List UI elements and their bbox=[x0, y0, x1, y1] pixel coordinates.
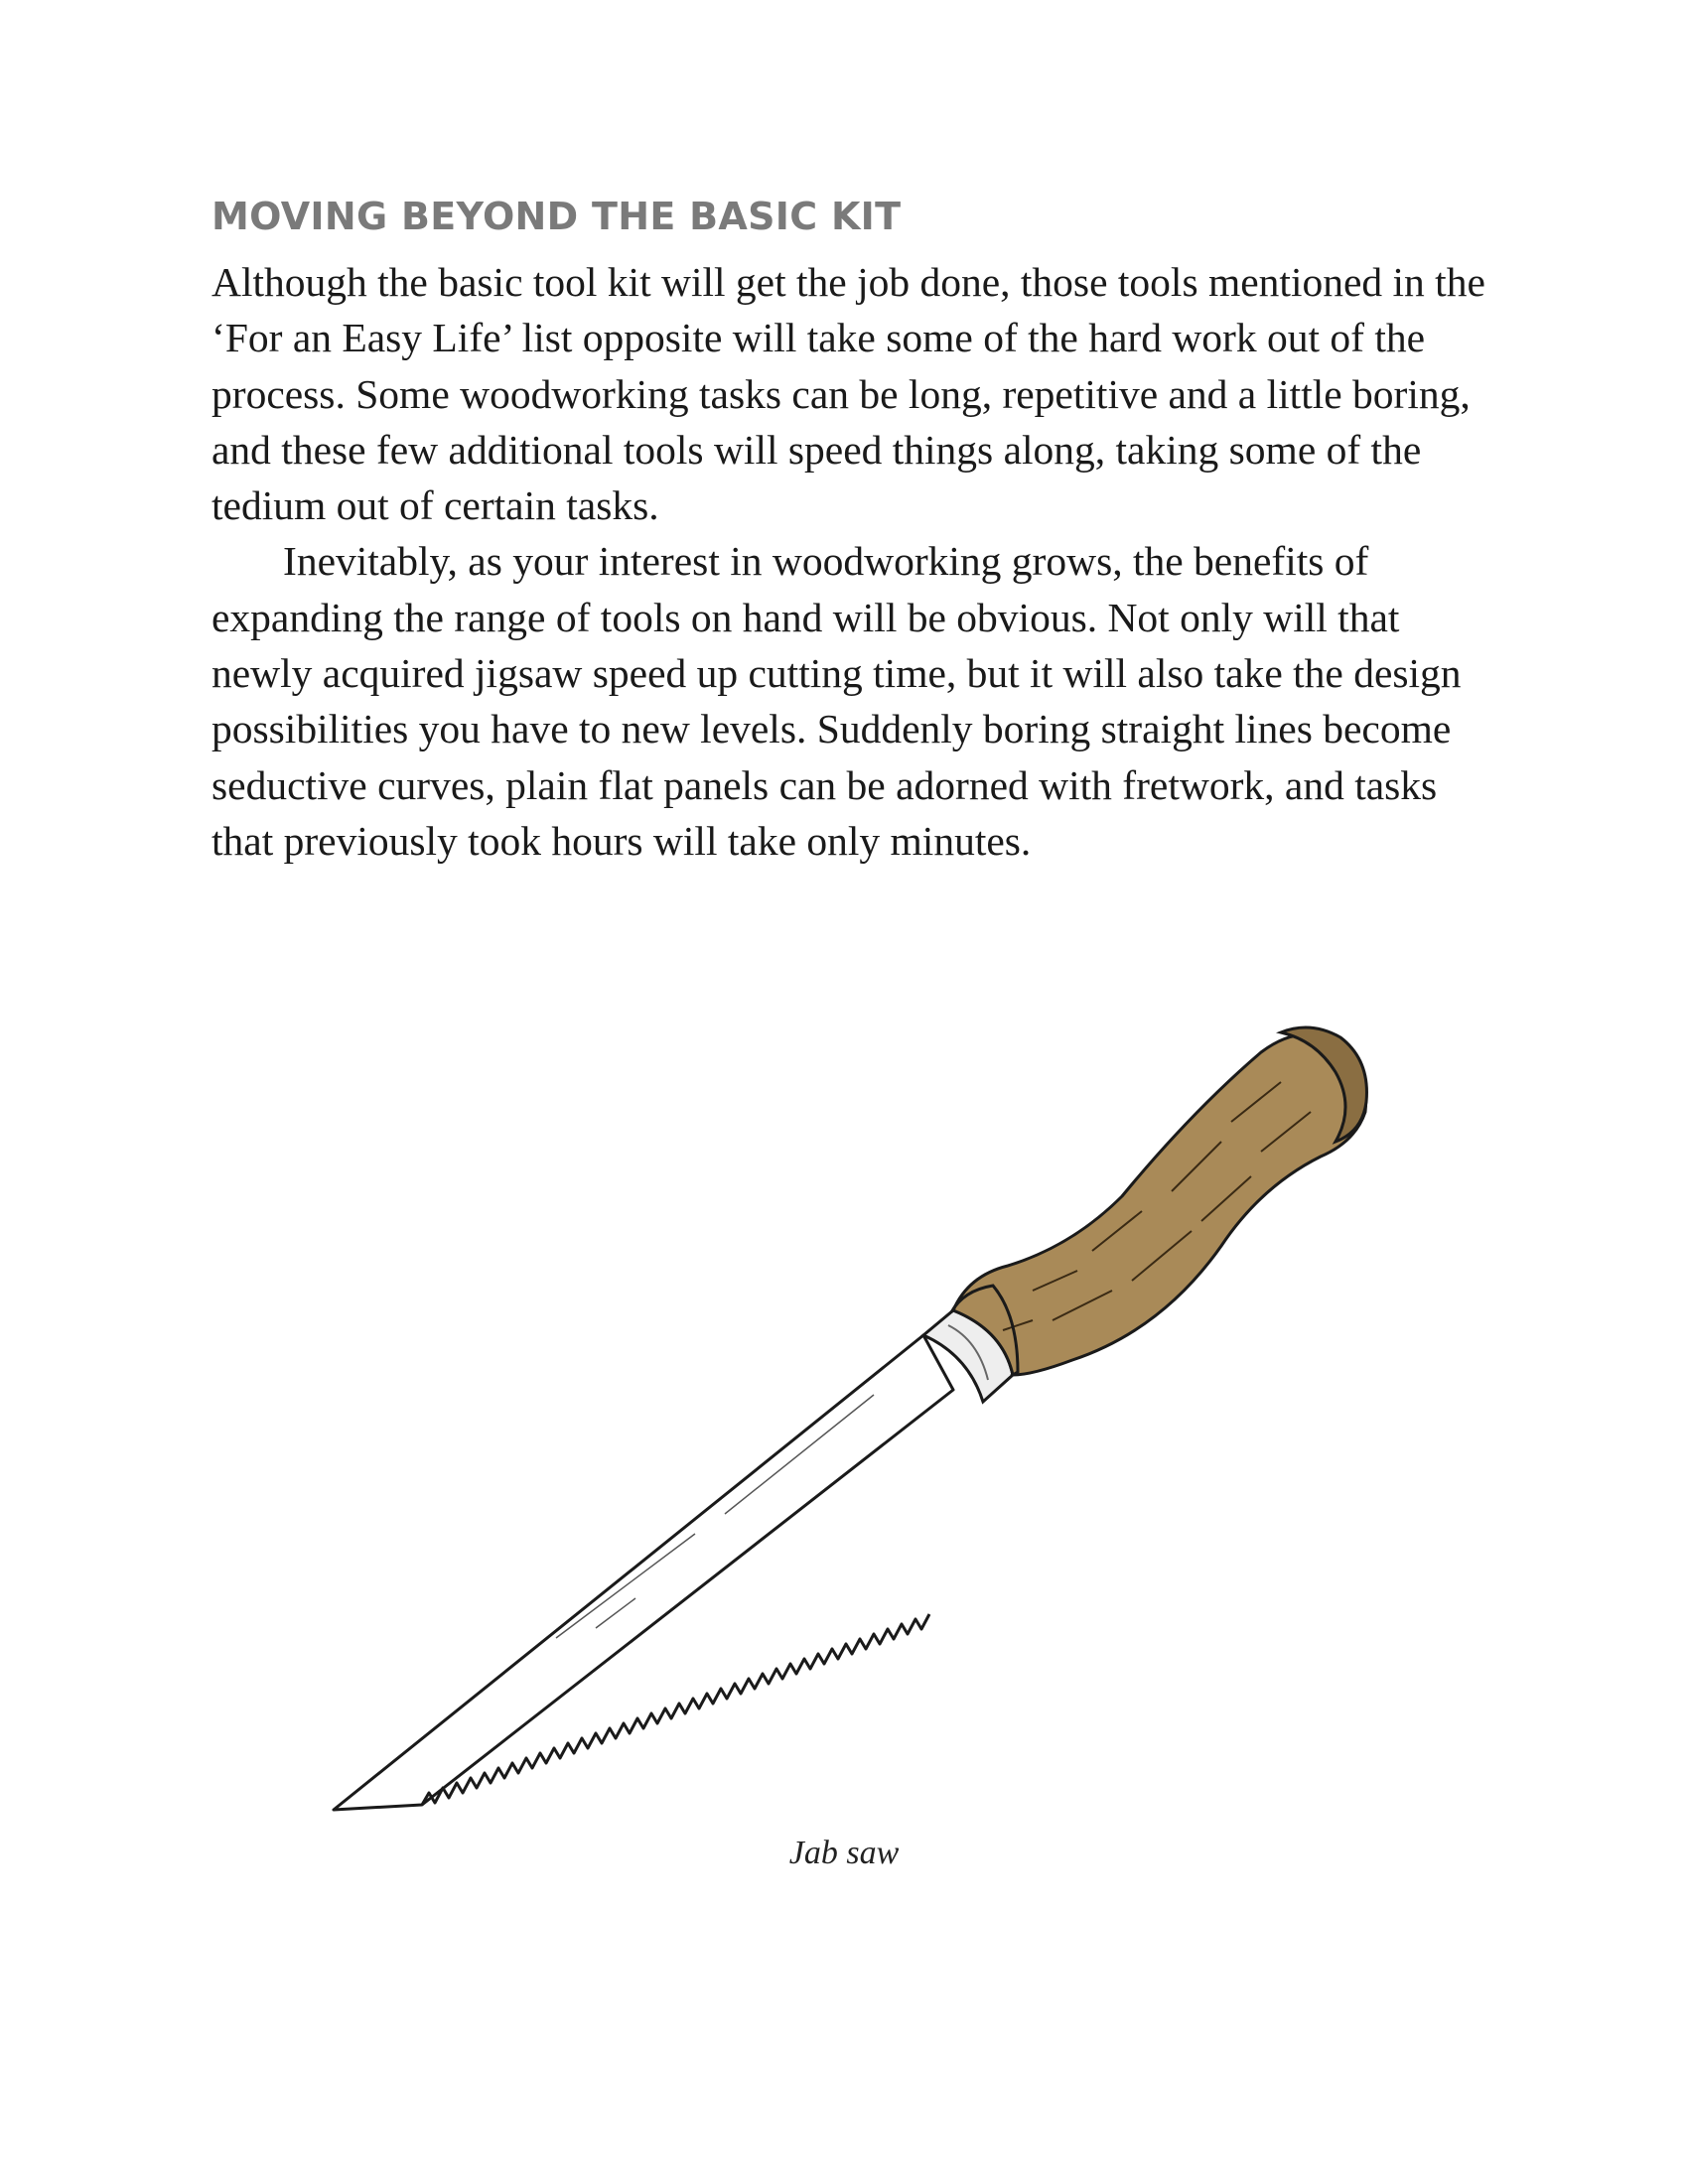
body-text bbox=[211, 254, 1502, 869]
figure-caption: Jab saw bbox=[788, 1835, 900, 1871]
jab-saw-illustration-icon bbox=[318, 1018, 1380, 1822]
paragraph-1: Although the basic tool kit will get the job done, those tools mentioned in the ‘For an Easy Life’ list opposite will take some of the hard work out of the process. Some woodworking tasks can be long, repetitive and a little boring, and these few additional tools will speed things along, taking some of the tedium out of certain tasks. bbox=[211, 259, 1485, 529]
paragraph-2: Inevitably, as your interest in woodworking grows, the benefits of expanding the range of tools on hand will be obvious. Not only will that newly acquired jigsaw speed up cutting time, but it will also take the design possibilities you have to new levels. Suddenly boring straight lines become seductive curves, plain flat panels can be adorned with fretwork, and tasks that previously took hours will take only minutes. bbox=[211, 538, 1462, 864]
section-heading: MOVING BEYOND THE BASIC KIT bbox=[211, 195, 902, 238]
saw-handle bbox=[953, 1034, 1366, 1375]
